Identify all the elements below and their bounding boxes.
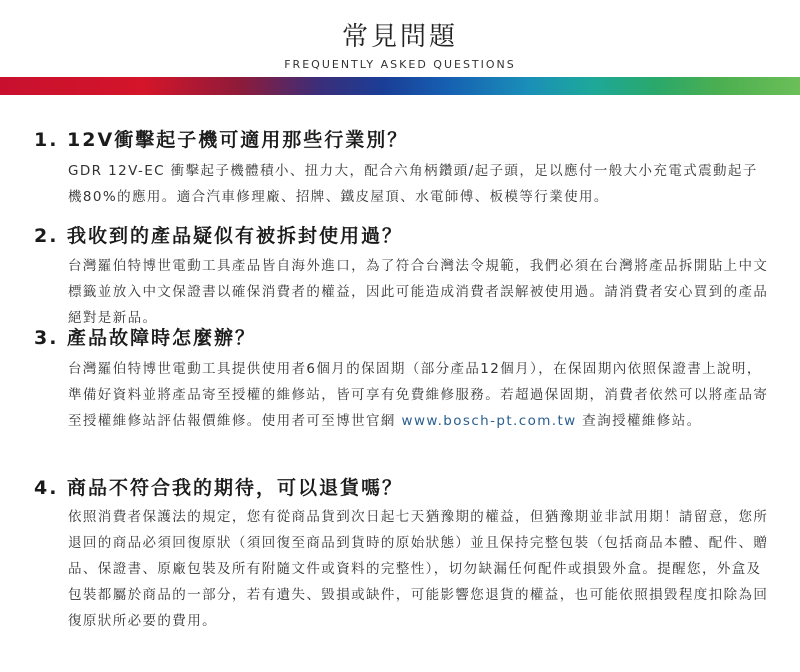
- faq-answer-2: 台灣羅伯特博世電動工具產品皆自海外進口，為了符合台灣法令規範，我們必須在台灣將產品拆開貼上中文標籤並放入中文保證書以確保消費者的權益，因此可能造成消費者誤解被使用過。請消費者安心買到的產品絕對是新品。: [68, 258, 769, 326]
- faq-answer-3: [68, 356, 772, 434]
- faq-answer-3-text-end: 查詢授權維修站。: [576, 413, 702, 429]
- faq-answer-1: GDR 12V-EC 衝擊起子機體積小、扭力大，配合六角柄鑽頭/起子頭，足以應付一般大小充電式震動起子機80%的應用。適合汽車修理廠、招牌、鐵皮屋頂、水電師傅、板模等行業使用。: [68, 163, 758, 205]
- faq-answer-3-text: 台灣羅伯特博世電動工具提供使用者6個月的保固期（部分產品12個月），在保固期內依照保證書上說明，準備好資料並將產品寄至授權的維修站，皆可享有免費維修服務。若超過保固期，消費者依然可以將產品寄至授權維修站評估報價維修。使用者可至博世官網: [68, 361, 769, 429]
- faq-answer-4: 依照消費者保護法的規定，您有從商品貨到次日起七天猶豫期的權益，但猶豫期並非試用期！請留意，您所退回的商品必須回復原狀（須回復至商品到貨時的原始狀態）並且保持完整包裝（包括商品本體、配件、贈品、保證書、原廠包裝及所有附隨文件或資料的完整性），切勿缺漏任何配件或損毀外盒。提醒您，外盒及包裝都屬於商品的一部分，若有遺失、毀損或缺件，可能影響您退貨的權益，也可能依照損毀程度扣除為回復原狀所必要的費用。: [68, 509, 769, 629]
- color-band-divider: [0, 77, 800, 95]
- page-subtitle: FREQUENTLY ASKED QUESTIONS: [284, 58, 516, 71]
- faq-question-1: 1. 12V衝擊起子機可適用那些行業別？: [34, 129, 409, 151]
- page-title: 常見問題: [341, 22, 458, 52]
- faq-question-2: 2. 我收到的產品疑似有被拆封使用過？: [34, 225, 404, 247]
- bosch-website-link[interactable]: www.bosch-pt.com.tw: [401, 413, 577, 429]
- faq-question-4: 4. 商品不符合我的期待，可以退貨嗎？: [34, 477, 404, 499]
- faq-question-3: 3. 產品故障時怎麼辦？: [34, 327, 257, 349]
